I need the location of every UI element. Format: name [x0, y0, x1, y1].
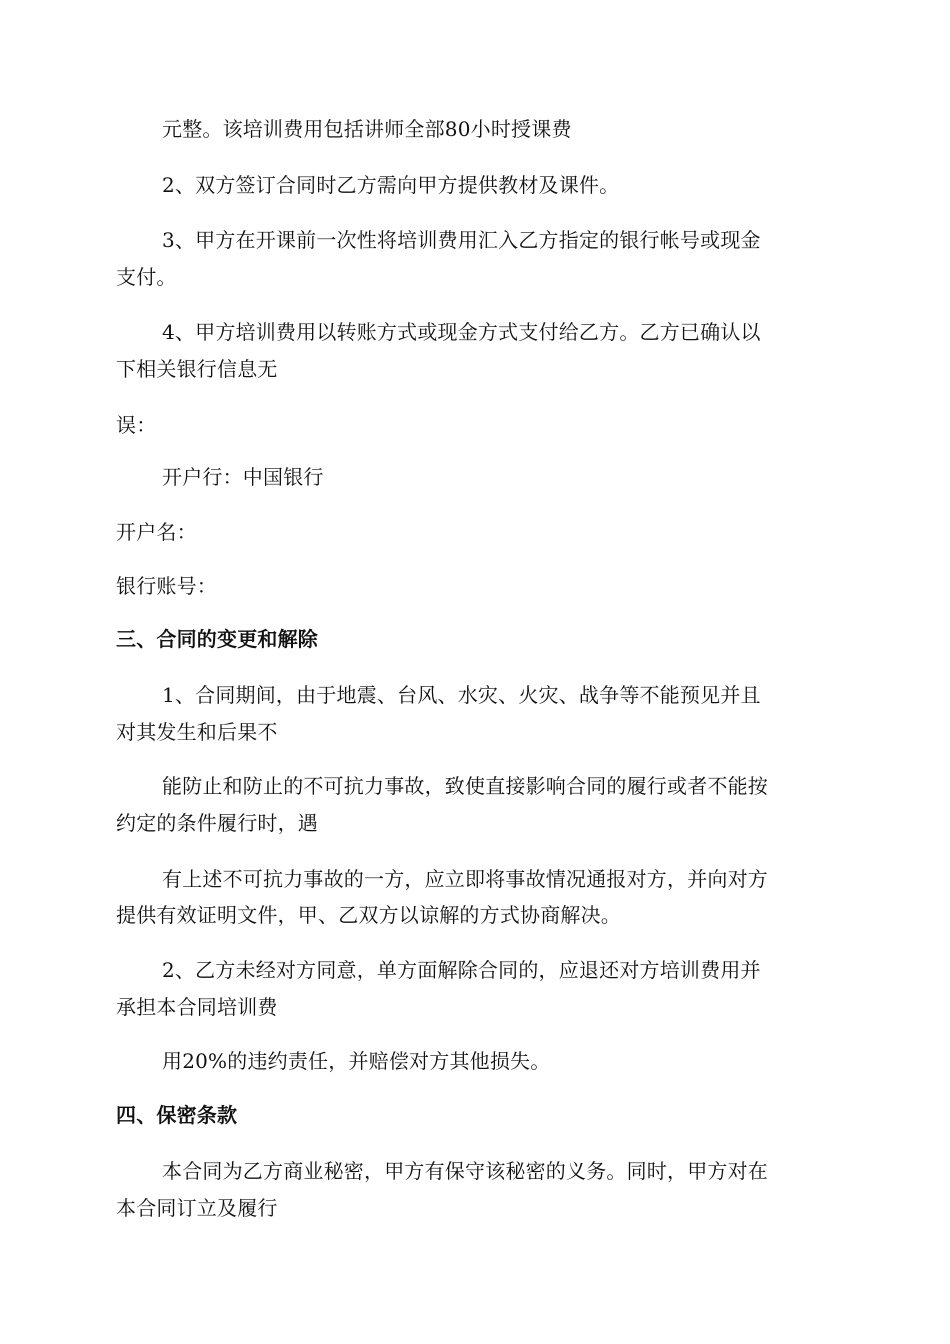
paragraph-line: 有上述不可抗力事故的一方，应立即将事故情况通报对方，并向对方	[162, 867, 768, 891]
paragraph-line: 元整。该培训费用包括讲师全部80小时授课费	[162, 117, 572, 141]
paragraph-line: 误：	[116, 413, 157, 437]
paragraph-line: 本合同为乙方商业秘密，甲方有保守该秘密的义务。同时，甲方对在	[162, 1159, 768, 1183]
paragraph-line: 开户名：	[116, 520, 197, 544]
paragraph-line: 4、甲方培训费用以转账方式或现金方式支付给乙方。乙方已确认以	[162, 320, 761, 344]
paragraph-line: 对其发生和后果不	[116, 720, 278, 744]
paragraph-line: 3、甲方在开课前一次性将培训费用汇入乙方指定的银行帐号或现金	[162, 228, 761, 252]
paragraph-line: 银行账号：	[116, 574, 217, 598]
section-heading: 四、保密条款	[116, 1103, 238, 1127]
paragraph-line: 开户行：中国银行	[162, 465, 324, 489]
paragraph-line: 2、乙方未经对方同意，单方面解除合同的，应退还对方培训费用并	[162, 958, 761, 982]
paragraph-line: 下相关银行信息无	[116, 357, 278, 381]
paragraph-line: 提供有效证明文件，甲、乙双方以谅解的方式协商解决。	[116, 903, 621, 927]
paragraph-line: 能防止和防止的不可抗力事故，致使直接影响合同的履行或者不能按	[162, 774, 768, 798]
paragraph-line: 2、双方签订合同时乙方需向甲方提供教材及课件。	[162, 173, 620, 197]
paragraph-line: 用20%的违约责任，并赔偿对方其他损失。	[162, 1049, 551, 1073]
paragraph-line: 支付。	[116, 265, 177, 289]
section-heading: 三、合同的变更和解除	[116, 627, 318, 651]
paragraph-line: 承担本合同培训费	[116, 995, 278, 1019]
paragraph-line: 本合同订立及履行	[116, 1196, 278, 1220]
paragraph-line: 1、合同期间，由于地震、台风、水灾、火灾、战争等不能预见并且	[162, 683, 761, 707]
paragraph-line: 约定的条件履行时，遇	[116, 811, 318, 835]
